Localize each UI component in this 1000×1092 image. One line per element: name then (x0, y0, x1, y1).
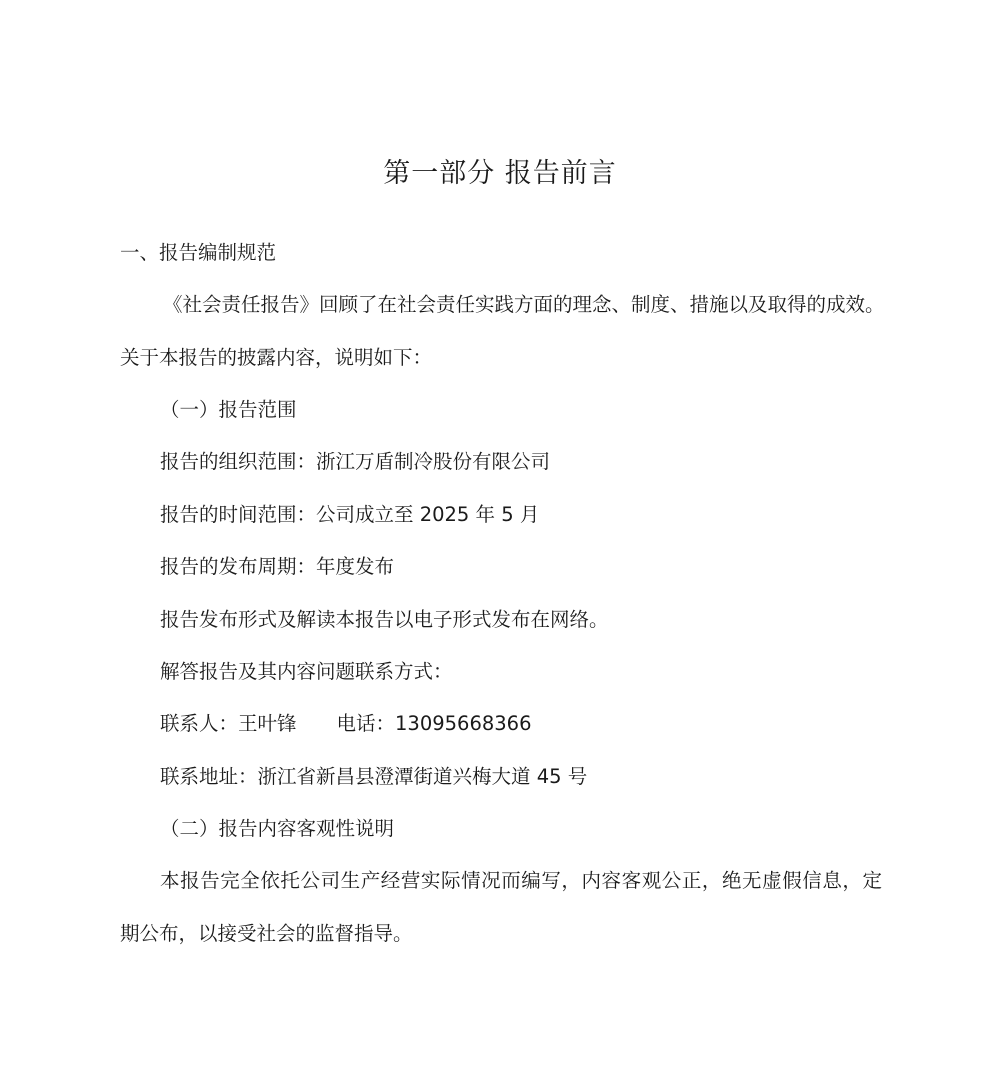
objectivity-paragraph-line-1: 本报告完全依托公司生产经营实际情况而编写，内容客观公正，绝无虚假信息，定 (160, 869, 882, 892)
contact-address-line: 联系地址：浙江省新昌县澄潭街道兴梅大道 45 号 (160, 765, 588, 788)
publish-cycle-line: 报告的发布周期：年度发布 (160, 555, 395, 578)
contact-line (160, 709, 532, 739)
intro-paragraph-line-1: 《社会责任报告》回顾了在社会责任实践方面的理念、制度、措施以及取得的成效。 (163, 293, 885, 316)
objectivity-paragraph-line-2: 期公布，以接受社会的监督指导。 (120, 922, 413, 945)
publish-format-line: 报告发布形式及解读本报告以电子形式发布在网络。 (160, 608, 609, 631)
contact-phone: 电话：13095668366 (336, 712, 532, 735)
section-heading-report-norms: 一、报告编制规范 (120, 241, 277, 264)
time-scope-line: 报告的时间范围：公司成立至 2025 年 5 月 (160, 503, 540, 526)
page-title: 第一部分 报告前言 (383, 158, 617, 189)
subsection-heading-scope: （一）报告范围 (160, 398, 297, 421)
contact-intro-line: 解答报告及其内容问题联系方式： (160, 660, 453, 683)
intro-paragraph-line-2: 关于本报告的披露内容，说明如下： (120, 346, 433, 369)
contact-person: 联系人：王叶锋 (160, 712, 297, 735)
org-scope-line: 报告的组织范围：浙江万盾制冷股份有限公司 (160, 450, 551, 473)
subsection-heading-objectivity: （二）报告内容客观性说明 (160, 817, 395, 840)
